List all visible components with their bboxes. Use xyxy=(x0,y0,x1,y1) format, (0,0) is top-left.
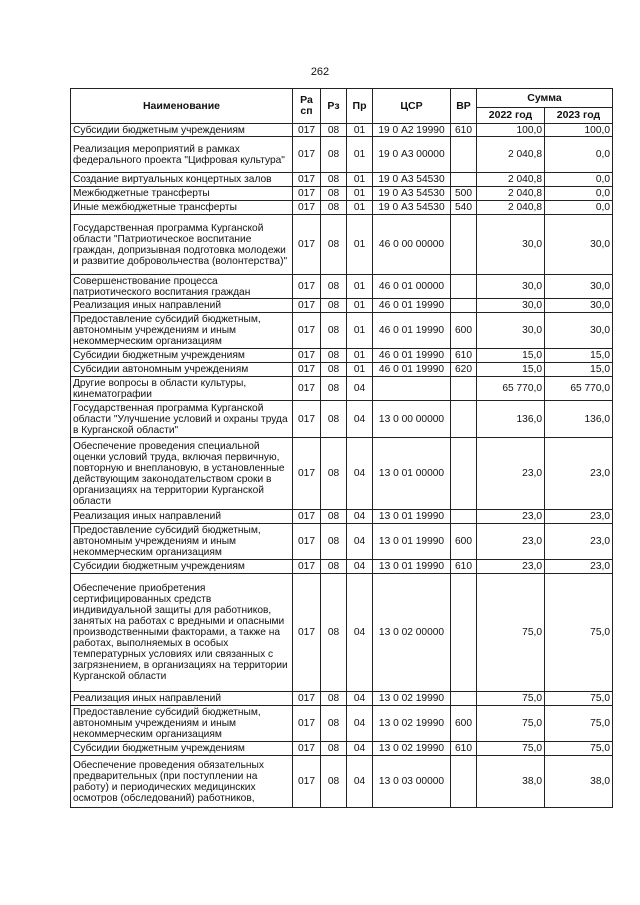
table-row xyxy=(71,124,613,137)
cell-name: Предоставление субсидий бюджетным, автономным учреждениям и иным некоммерческим организациям xyxy=(71,706,293,742)
cell-name: Реализация иных направлений xyxy=(71,299,293,313)
cell-rz: 08 xyxy=(321,560,347,574)
cell-name: Обеспечение приобретения сертифицированных средств индивидуальной защиты для работников, занятых на работах с вредными и опасными производственными факторами, а также на работах, выполняемых в особых температурных условиях или связанных с загрязнением, в организациях на территории Курганской области xyxy=(71,574,293,692)
table-header xyxy=(71,89,613,124)
table-row xyxy=(71,574,613,692)
cell-sum-2023: 75,0 xyxy=(545,574,613,692)
cell-sum-2022: 15,0 xyxy=(477,363,545,377)
cell-csr: 46 0 00 00000 xyxy=(373,215,451,275)
cell-vr: 600 xyxy=(451,706,477,742)
cell-csr: 13 0 01 19990 xyxy=(373,510,451,524)
cell-pr: 01 xyxy=(347,215,373,275)
cell-csr: 13 0 03 00000 xyxy=(373,756,451,808)
table-row xyxy=(71,524,613,560)
cell-name: Субсидии бюджетным учреждениям xyxy=(71,560,293,574)
cell-vr xyxy=(451,299,477,313)
cell-pr: 04 xyxy=(347,510,373,524)
table-row xyxy=(71,363,613,377)
cell-pr: 04 xyxy=(347,574,373,692)
cell-sum-2023: 100,0 xyxy=(545,124,613,137)
cell-csr: 46 0 01 19990 xyxy=(373,349,451,363)
cell-sum-2023: 30,0 xyxy=(545,299,613,313)
cell-rasp: 017 xyxy=(293,299,321,313)
cell-vr: 610 xyxy=(451,124,477,137)
cell-name: Реализация иных направлений xyxy=(71,510,293,524)
cell-csr: 19 0 А3 54530 xyxy=(373,201,451,215)
table-row xyxy=(71,756,613,808)
cell-rz: 08 xyxy=(321,201,347,215)
cell-rz: 08 xyxy=(321,438,347,510)
cell-sum-2023: 23,0 xyxy=(545,510,613,524)
cell-rasp: 017 xyxy=(293,313,321,349)
cell-pr: 04 xyxy=(347,692,373,706)
table-row xyxy=(71,510,613,524)
table-body xyxy=(71,124,613,808)
page-number: 262 xyxy=(310,66,330,78)
table-row xyxy=(71,313,613,349)
cell-sum-2022: 2 040,8 xyxy=(477,201,545,215)
cell-pr: 01 xyxy=(347,187,373,201)
cell-pr: 04 xyxy=(347,401,373,438)
cell-rz: 08 xyxy=(321,692,347,706)
cell-pr: 04 xyxy=(347,706,373,742)
cell-csr: 13 0 01 00000 xyxy=(373,438,451,510)
cell-sum-2023: 23,0 xyxy=(545,524,613,560)
cell-name: Реализация иных направлений xyxy=(71,692,293,706)
cell-rz: 08 xyxy=(321,173,347,187)
cell-vr: 620 xyxy=(451,363,477,377)
cell-rz: 08 xyxy=(321,275,347,299)
cell-pr: 01 xyxy=(347,363,373,377)
header-2023: 2023 год xyxy=(545,108,613,124)
cell-rasp: 017 xyxy=(293,215,321,275)
cell-sum-2023: 0,0 xyxy=(545,137,613,173)
cell-sum-2022: 100,0 xyxy=(477,124,545,137)
cell-csr: 13 0 02 00000 xyxy=(373,574,451,692)
cell-sum-2023: 75,0 xyxy=(545,706,613,742)
cell-name: Предоставление субсидий бюджетным, автономным учреждениям и иным некоммерческим организациям xyxy=(71,313,293,349)
budget-table xyxy=(70,88,613,808)
cell-name: Государственная программа Курганской области "Патриотическое воспитание граждан, допризывная подготовка молодежи и развитие добровольчества (волонтерства)" xyxy=(71,215,293,275)
header-rasp xyxy=(293,89,321,124)
cell-csr: 46 0 01 00000 xyxy=(373,275,451,299)
cell-sum-2023: 0,0 xyxy=(545,173,613,187)
cell-rasp: 017 xyxy=(293,201,321,215)
cell-name: Реализация мероприятий в рамках федерального проекта "Цифровая культура" xyxy=(71,137,293,173)
cell-sum-2022: 23,0 xyxy=(477,524,545,560)
cell-sum-2022: 136,0 xyxy=(477,401,545,438)
cell-sum-2022: 75,0 xyxy=(477,692,545,706)
table-row xyxy=(71,349,613,363)
cell-sum-2022: 2 040,8 xyxy=(477,173,545,187)
cell-name: Другие вопросы в области культуры, кинематографии xyxy=(71,377,293,401)
cell-rz: 08 xyxy=(321,363,347,377)
cell-vr: 610 xyxy=(451,349,477,363)
cell-sum-2023: 30,0 xyxy=(545,313,613,349)
cell-pr: 01 xyxy=(347,299,373,313)
table-row xyxy=(71,299,613,313)
cell-sum-2023: 0,0 xyxy=(545,201,613,215)
header-2022: 2022 год xyxy=(477,108,545,124)
cell-name: Совершенствование процесса патриотического воспитания граждан xyxy=(71,275,293,299)
cell-csr: 13 0 02 19990 xyxy=(373,692,451,706)
cell-rz: 08 xyxy=(321,524,347,560)
cell-sum-2022: 23,0 xyxy=(477,438,545,510)
cell-rz: 08 xyxy=(321,401,347,438)
cell-name: Иные межбюджетные трансферты xyxy=(71,201,293,215)
cell-vr: 610 xyxy=(451,742,477,756)
cell-rz: 08 xyxy=(321,349,347,363)
cell-sum-2023: 38,0 xyxy=(545,756,613,808)
cell-sum-2022: 30,0 xyxy=(477,299,545,313)
cell-rasp: 017 xyxy=(293,438,321,510)
cell-sum-2023: 75,0 xyxy=(545,742,613,756)
cell-pr: 01 xyxy=(347,201,373,215)
cell-name: Межбюджетные трансферты xyxy=(71,187,293,201)
cell-csr: 13 0 02 19990 xyxy=(373,706,451,742)
cell-rasp: 017 xyxy=(293,363,321,377)
cell-pr: 04 xyxy=(347,377,373,401)
cell-csr: 19 0 А3 00000 xyxy=(373,137,451,173)
header-csr: ЦСР xyxy=(373,89,451,124)
cell-rasp: 017 xyxy=(293,349,321,363)
cell-csr xyxy=(373,377,451,401)
cell-vr xyxy=(451,173,477,187)
cell-rz: 08 xyxy=(321,574,347,692)
cell-sum-2023: 23,0 xyxy=(545,560,613,574)
cell-vr xyxy=(451,756,477,808)
cell-rasp: 017 xyxy=(293,574,321,692)
cell-rasp: 017 xyxy=(293,524,321,560)
cell-name: Обеспечение проведения обязательных предварительных (при поступлении на работу) и периодических медицинских осмотров (обследований) работников, xyxy=(71,756,293,808)
cell-rasp: 017 xyxy=(293,124,321,137)
cell-vr xyxy=(451,401,477,438)
table-row xyxy=(71,742,613,756)
cell-vr xyxy=(451,574,477,692)
table-row xyxy=(71,187,613,201)
table-row xyxy=(71,377,613,401)
cell-rz: 08 xyxy=(321,137,347,173)
table-row xyxy=(71,560,613,574)
cell-rz: 08 xyxy=(321,187,347,201)
cell-sum-2022: 2 040,8 xyxy=(477,137,545,173)
header-rasp-line2: сп xyxy=(300,105,313,117)
table-row xyxy=(71,692,613,706)
cell-name: Создание виртуальных концертных залов xyxy=(71,173,293,187)
cell-rasp: 017 xyxy=(293,510,321,524)
cell-rz: 08 xyxy=(321,377,347,401)
table-row xyxy=(71,215,613,275)
cell-sum-2023: 23,0 xyxy=(545,438,613,510)
cell-vr xyxy=(451,275,477,299)
cell-vr: 600 xyxy=(451,524,477,560)
cell-name: Государственная программа Курганской области "Улучшение условий и охраны труда в Курганской области" xyxy=(71,401,293,438)
cell-pr: 01 xyxy=(347,124,373,137)
cell-rz: 08 xyxy=(321,510,347,524)
cell-vr: 610 xyxy=(451,560,477,574)
cell-vr xyxy=(451,215,477,275)
cell-rz: 08 xyxy=(321,313,347,349)
table-row xyxy=(71,438,613,510)
cell-name: Субсидии бюджетным учреждениям xyxy=(71,124,293,137)
cell-rz: 08 xyxy=(321,215,347,275)
cell-csr: 13 0 02 19990 xyxy=(373,742,451,756)
cell-pr: 04 xyxy=(347,756,373,808)
cell-rasp: 017 xyxy=(293,401,321,438)
cell-vr: 500 xyxy=(451,187,477,201)
cell-name: Субсидии бюджетным учреждениям xyxy=(71,349,293,363)
cell-sum-2023: 75,0 xyxy=(545,692,613,706)
cell-csr: 13 0 00 00000 xyxy=(373,401,451,438)
cell-sum-2022: 30,0 xyxy=(477,313,545,349)
cell-name: Субсидии автономным учреждениям xyxy=(71,363,293,377)
cell-csr: 46 0 01 19990 xyxy=(373,363,451,377)
cell-sum-2023: 30,0 xyxy=(545,275,613,299)
table-row xyxy=(71,173,613,187)
cell-rasp: 017 xyxy=(293,137,321,173)
cell-rasp: 017 xyxy=(293,706,321,742)
table-row xyxy=(71,137,613,173)
cell-sum-2022: 30,0 xyxy=(477,275,545,299)
cell-rasp: 017 xyxy=(293,275,321,299)
cell-csr: 19 0 А2 19990 xyxy=(373,124,451,137)
cell-rasp: 017 xyxy=(293,560,321,574)
cell-rz: 08 xyxy=(321,742,347,756)
cell-sum-2023: 15,0 xyxy=(545,363,613,377)
header-rasp-line1: Ра xyxy=(300,94,313,106)
cell-sum-2022: 38,0 xyxy=(477,756,545,808)
cell-sum-2023: 136,0 xyxy=(545,401,613,438)
cell-sum-2022: 75,0 xyxy=(477,574,545,692)
cell-sum-2022: 15,0 xyxy=(477,349,545,363)
cell-pr: 01 xyxy=(347,275,373,299)
table-row xyxy=(71,706,613,742)
cell-vr xyxy=(451,137,477,173)
cell-rz: 08 xyxy=(321,756,347,808)
cell-pr: 04 xyxy=(347,524,373,560)
cell-vr: 600 xyxy=(451,313,477,349)
cell-sum-2022: 75,0 xyxy=(477,742,545,756)
cell-csr: 19 0 А3 54530 xyxy=(373,173,451,187)
cell-pr: 01 xyxy=(347,173,373,187)
cell-sum-2023: 30,0 xyxy=(545,215,613,275)
cell-sum-2023: 65 770,0 xyxy=(545,377,613,401)
cell-csr: 46 0 01 19990 xyxy=(373,313,451,349)
cell-pr: 01 xyxy=(347,313,373,349)
cell-pr: 01 xyxy=(347,349,373,363)
cell-rasp: 017 xyxy=(293,377,321,401)
cell-csr: 13 0 01 19990 xyxy=(373,524,451,560)
cell-sum-2022: 2 040,8 xyxy=(477,187,545,201)
header-rz: Рз xyxy=(321,89,347,124)
header-name: Наименование xyxy=(71,89,293,124)
table-row xyxy=(71,401,613,438)
header-pr: Пр xyxy=(347,89,373,124)
cell-rz: 08 xyxy=(321,706,347,742)
cell-vr xyxy=(451,377,477,401)
cell-sum-2023: 15,0 xyxy=(545,349,613,363)
table-row xyxy=(71,201,613,215)
cell-sum-2022: 23,0 xyxy=(477,510,545,524)
cell-name: Субсидии бюджетным учреждениям xyxy=(71,742,293,756)
table-row xyxy=(71,275,613,299)
cell-rasp: 017 xyxy=(293,742,321,756)
cell-vr: 540 xyxy=(451,201,477,215)
cell-sum-2022: 30,0 xyxy=(477,215,545,275)
cell-pr: 04 xyxy=(347,742,373,756)
cell-pr: 01 xyxy=(347,137,373,173)
cell-vr xyxy=(451,692,477,706)
cell-rasp: 017 xyxy=(293,756,321,808)
cell-csr: 46 0 01 19990 xyxy=(373,299,451,313)
cell-name: Предоставление субсидий бюджетным, автономным учреждениям и иным некоммерческим организациям xyxy=(71,524,293,560)
cell-vr xyxy=(451,510,477,524)
cell-rasp: 017 xyxy=(293,692,321,706)
cell-rasp: 017 xyxy=(293,187,321,201)
cell-sum-2022: 75,0 xyxy=(477,706,545,742)
cell-pr: 04 xyxy=(347,438,373,510)
cell-csr: 19 0 А3 54530 xyxy=(373,187,451,201)
header-sum: Сумма xyxy=(477,89,613,108)
cell-sum-2022: 23,0 xyxy=(477,560,545,574)
cell-pr: 04 xyxy=(347,560,373,574)
cell-name: Обеспечение проведения специальной оценки условий труда, включая первичную, повторную и внеплановую, в установленные действующим законодательством сроки в организациях на территории Курганской области xyxy=(71,438,293,510)
cell-rasp: 017 xyxy=(293,173,321,187)
cell-vr xyxy=(451,438,477,510)
cell-rz: 08 xyxy=(321,299,347,313)
cell-sum-2023: 0,0 xyxy=(545,187,613,201)
header-vr: ВР xyxy=(451,89,477,124)
cell-csr: 13 0 01 19990 xyxy=(373,560,451,574)
cell-sum-2022: 65 770,0 xyxy=(477,377,545,401)
cell-rz: 08 xyxy=(321,124,347,137)
